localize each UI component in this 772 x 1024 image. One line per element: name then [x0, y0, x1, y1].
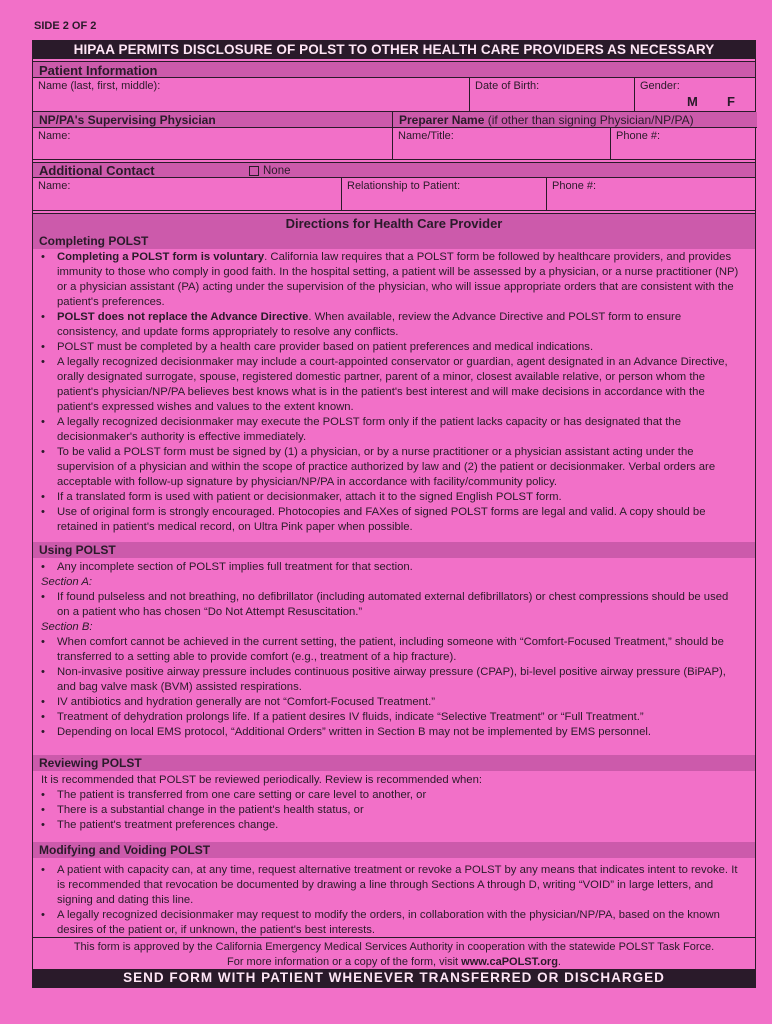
preparer-heading — [393, 112, 757, 128]
patient-name-field[interactable] — [33, 78, 470, 112]
gender-m-option[interactable]: M — [687, 94, 698, 109]
contact-phone-label: Phone #: — [552, 180, 597, 192]
preparer-phone-label: Phone #: — [616, 130, 661, 142]
contact-relationship-label: Relationship to Patient: — [347, 180, 461, 192]
supervising-name-field[interactable] — [33, 128, 393, 160]
completing-item: • A legally recognized decisionmaker may execute the POLST form only if the patient lacks capacity or has designated that the decisionmaker's authority is effective immediately. — [57, 415, 739, 445]
completing-list — [33, 250, 755, 535]
modifying-item: • A legally recognized decisionmaker may request to modify the orders, in collaboration with the physician/NP/PA, based on the known desires of the patient or, if unknown, the patient's best interests. — [57, 908, 739, 938]
completing-item: • POLST must be completed by a health care provider based on patient preferences and medical indications. — [57, 340, 739, 355]
contact-relationship-field[interactable] — [342, 178, 547, 211]
section-a-item: • If found pulseless and not breathing, no defibrillator (including automated external defibrillators) or chest compressions should be used on a patient who has chosen “Do Not Attempt Resuscitation.” — [57, 590, 739, 620]
section-a-label: Section A: — [41, 576, 93, 588]
completing-item: • Completing a POLST form is voluntary. California law requires that a POLST form be followed by healthcare providers, and provides immunity to those who comply in good faith. In the hospital setting, a patient will be assessed by a physician, or a nurse practitioner (NP) or a physician assistant (PA) acting under the supervision of the physician, who will issue appropriate orders that are consistent with the patient's preferences. — [57, 250, 739, 310]
modifying-list — [33, 863, 755, 938]
section-b-item: • Treatment of dehydration prolongs life. If a patient desires IV fluids, indicate “Selective Treatment” or “Full Treatment.” — [57, 710, 739, 725]
preparer-name-label: Name/Title: — [398, 130, 454, 142]
contact-name-label: Name: — [38, 180, 71, 192]
preparer-title-note: (if other than signing Physician/NP/PA) — [487, 113, 694, 127]
section-b-item: • When comfort cannot be achieved in the current setting, the patient, including someone with “Comfort-Focused Treatment,” should be transferred to a setting able to provide comfort (e.g., treatment of a hip fracture). — [57, 635, 739, 665]
completing-heading: Completing POLST — [33, 233, 755, 249]
completing-item: • A legally recognized decisionmaker may include a court-appointed conservator or guardian, agent designated in an Advance Directive, orally designated surrogate, spouse, registered domestic partner, parent of a minor, closest available relative, or person whom the patient's physician/NP/PA believes best knows what is in the patient's best interest and will make decisions in accordance with the patient's expressed wishes and values to the extent known. — [57, 355, 739, 415]
preparer-title: Preparer Name — [399, 113, 485, 127]
additional-contact-heading — [33, 162, 755, 178]
supervising-name-label: Name: — [38, 130, 71, 142]
patient-gender-label: Gender: — [640, 80, 680, 92]
patient-name-label: Name (last, first, middle): — [38, 80, 161, 92]
modifying-item: • A patient with capacity can, at any time, request alternative treatment or revoke a POLST by any means that indicates intent to revoke. It is recommended that revocation be documented by drawing a line through Sections A through D, writing “VOID” in large letters, and signing and dating this line. — [57, 863, 739, 908]
none-checkbox[interactable] — [249, 163, 291, 179]
preparer-name-field[interactable] — [393, 128, 611, 160]
completing-item: • To be valid a POLST form must be signed by (1) a physician, or by a nurse practitioner or a physician assistant acting under the supervision of a physician and within the scope of practice authorized by law and (2) the patient or decisionmaker. Verbal orders are acceptable with follow-up signature by physician/NP/PA in accordance with facility/community policy. — [57, 445, 739, 490]
patient-dob-label: Date of Birth: — [475, 80, 540, 92]
section-b-label: Section B: — [41, 621, 93, 633]
contact-name-field[interactable] — [33, 178, 342, 211]
using-heading: Using POLST — [33, 542, 755, 558]
checkbox-icon — [249, 166, 259, 176]
footer-info: For more information or a copy of the form, visit www.caPOLST.org. — [227, 956, 561, 968]
section-b-item: • Depending on local EMS protocol, “Additional Orders” written in Section B may not be implemented by EMS personnel. — [57, 725, 739, 740]
modifying-heading: Modifying and Voiding POLST — [33, 842, 755, 858]
reviewing-list — [33, 773, 755, 833]
side-label: SIDE 2 OF 2 — [34, 20, 97, 32]
footer — [33, 937, 755, 969]
additional-contact-title: Additional Contact — [39, 163, 155, 178]
completing-item: • Use of original form is strongly encouraged. Photocopies and FAXes of signed POLST forms are legal and valid. A copy should be retained in patient's medical record, on Ultra Pink paper when possible. — [57, 505, 739, 535]
polst-form — [32, 40, 756, 988]
supervising-physician-heading: NP/PA's Supervising Physician — [33, 112, 393, 128]
completing-item: • POLST does not replace the Advance Directive. When available, review the Advance Directive and POLST form to ensure consistency, and update forms appropriately to resolve any conflicts. — [57, 310, 739, 340]
send-form-banner: SEND FORM WITH PATIENT WHENEVER TRANSFERRED OR DISCHARGED — [33, 969, 755, 987]
preparer-phone-field[interactable] — [611, 128, 755, 160]
directions-section — [33, 213, 755, 235]
patient-gender-field — [635, 78, 755, 112]
reviewing-item: • There is a substantial change in the patient's health status, or — [57, 803, 739, 818]
section-b-item: • IV antibiotics and hydration generally are not “Comfort-Focused Treatment.” — [57, 695, 739, 710]
contact-phone-field[interactable] — [547, 178, 755, 211]
none-label: None — [263, 165, 291, 177]
directions-title: Directions for Health Care Provider — [33, 213, 755, 235]
section-b-item: • Non-invasive positive airway pressure includes continuous positive airway pressure (CPAP), bi-level positive airway pressure (BiPAP), and bag valve mask (BVM) assisted respirations. — [57, 665, 739, 695]
polst-website-link[interactable]: www.caPOLST.org — [461, 956, 558, 968]
reviewing-item: • The patient is transferred from one care setting or care level to another, or — [57, 788, 739, 803]
reviewing-intro: It is recommended that POLST be reviewed periodically. Review is recommended when: — [41, 774, 482, 786]
using-intro: • Any incomplete section of POLST implies full treatment for that section. — [57, 560, 739, 575]
gender-f-option[interactable]: F — [727, 94, 735, 109]
reviewing-item: • The patient's treatment preferences change. — [57, 818, 739, 833]
patient-info-heading: Patient Information — [33, 61, 755, 78]
completing-item: • If a translated form is used with patient or decisionmaker, attach it to the signed English POLST form. — [57, 490, 739, 505]
patient-dob-field[interactable] — [470, 78, 635, 112]
using-list — [33, 560, 755, 740]
hipaa-banner: HIPAA PERMITS DISCLOSURE OF POLST TO OTHER HEALTH CARE PROVIDERS AS NECESSARY — [33, 41, 755, 59]
reviewing-heading: Reviewing POLST — [33, 755, 755, 771]
footer-approval: This form is approved by the California Emergency Medical Services Authority in cooperation with the statewide POLST Task Force. — [73, 941, 715, 953]
